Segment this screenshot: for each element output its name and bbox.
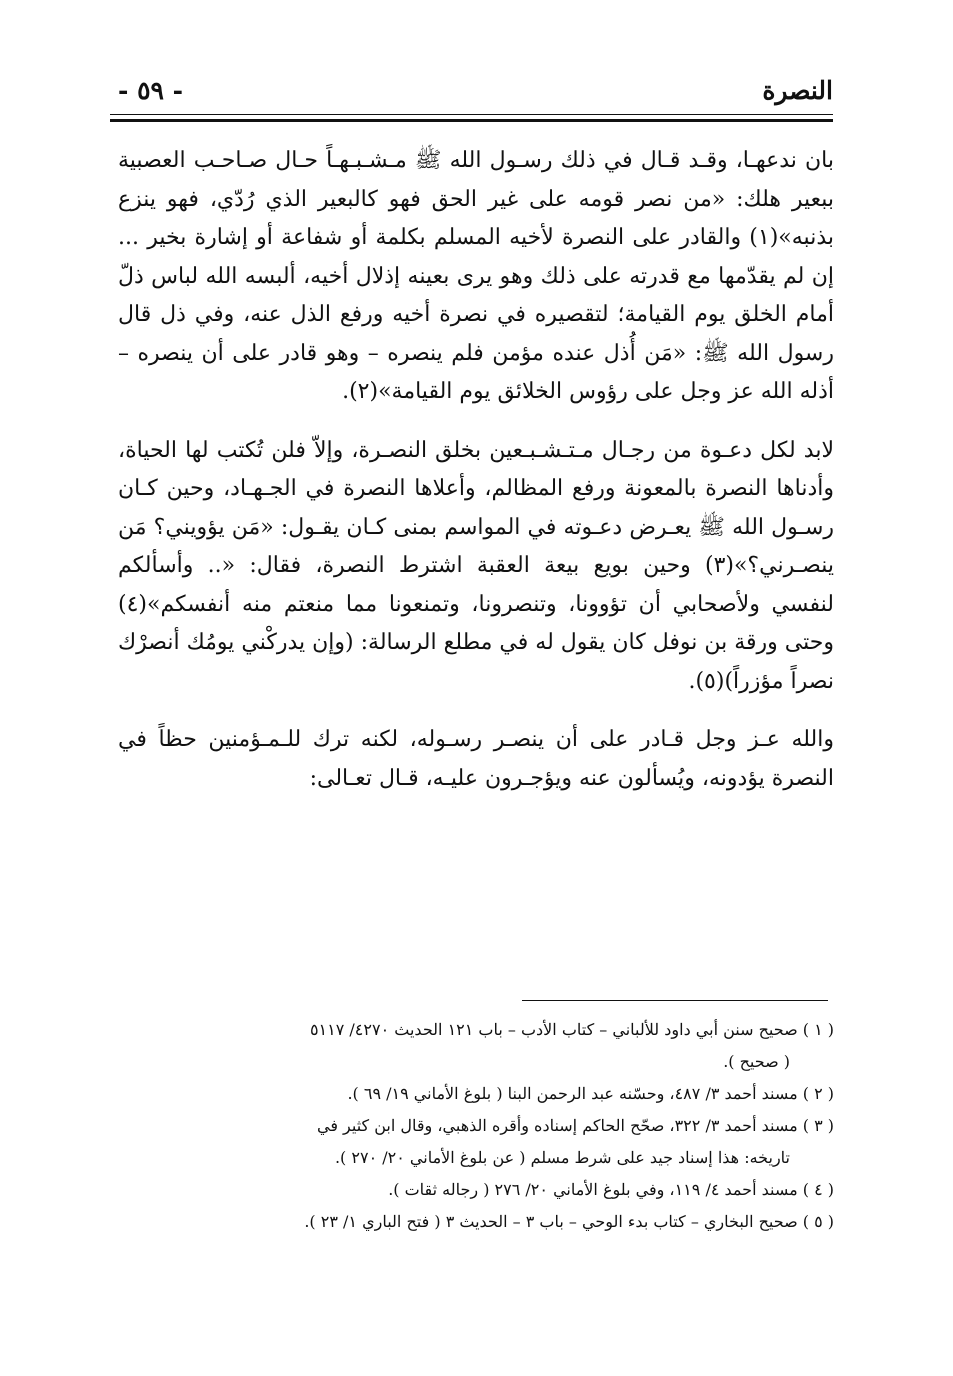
page-number: - ٥٩ - [118,76,184,105]
header-rule-thin [110,114,833,115]
paragraph-1: بان ندعهـا، وقـد قـال في ذلك رسـول الله ﷺ مـشـبـهـاً حـال صـاحـب العصبية ببعير هلك: «من نصر قومه على غير الحق فهو كالبعير الذي رُدّي، فهو ينزع بذنبه»(١) والقادر على النصرة لأخيه المسلم بكلمة أو شفاعة أو إشارة بخير ... إن لم يقدّمها مع قدرته على ذلك وهو يرى بعينه إذلال أخيه، ألبسه الله لباس ذلّ أمام الخلق يوم القيامة؛ لتقصيره في نصرة أخيه ورفع الذل عنه، وفي ذل قال رسول الله ﷺ: «مَن أُذل عنده مؤمن فلم ينصره – وهو قادر على أن ينصره – أذله الله عز وجل على رؤوس الخلائق يوم القيامة»(٢). [118,148,834,404]
footnote-2: ( ٢ ) مسند أحمد ٣/ ٤٨٧، وحسّنه عبد الرحمن البنا ( بلوغ الأماني ١٩/ ٦٩ ). [347,1084,834,1103]
paragraph-3: والله عـز وجل قـادر على أن ينصـر رسـوله، لكنه ترك للـمـؤمنين حظاً في النصرة يؤدونه، ويُسألون عنه ويؤجـرون عليـه، قـال تعـالى: [118,727,834,791]
footnote-5: ( ٥ ) صحيح البخاري – كتاب بدء الوحي – باب ٣ – الحديث ٣ ( فتح الباري ١/ ٢٣ ). [304,1212,834,1231]
footnote-separator [522,1000,828,1001]
footnote-3-continuation: تاريخه: هذا إسناد جيد على شرط مسلم ( عن بلوغ الأماني ٢٠/ ٢٧٠ ). [334,1148,790,1167]
footnote-3: ( ٣ ) مسند أحمد ٣/ ٣٢٢، صحّح الحاكم إسناده وأقره الذهبي، وقال ابن كثير في [316,1116,834,1135]
footnotes [118,1016,834,1240]
footnote-1: ( ١ ) صحيح سنن أبي داود للألباني – كتاب الأدب – باب ١٢١ الحديث ٤٢٧٠/ ٥١١٧ [309,1020,834,1039]
main-text [118,142,834,798]
page-header [110,62,833,120]
paragraph-2: لابد لكل دعـوة من رجـال مـتـشـبـعين بخلق النصـرة، وإلاّ فلن تُكتب لها الحياة، وأدناها النصرة بالمعونة ورفع المظالم، وأعلاها النصرة في الجـهـاد، وحين كـان رسـول الله ﷺ يعـرض دعـوته في المواسم بمنى كـان يقـول: «مَن يؤويني؟ مَن ينصـرني؟»(٣) وحين بويع بيعة العقبة اشترط النصرة، فقال: «.. وأسألكم لنفسي ولأصحابي أن تؤوونا، وتنصرونا، وتمنعونا مما منعتم منه أنفسكم»(٤) وحتى ورقة بن نوفل كان يقول له في مطلع الرسالة: (وإن يدركْني يومُك أنصرْك نصراً مؤزراً)(٥). [118,437,834,694]
footnote-1-continuation: ( صحيح ). [723,1052,790,1071]
footnote-4: ( ٤ ) مسند أحمد ٤/ ١١٩، وفي بلوغ الأماني ٢٠/ ٢٧٦ ( رجاله ثقات ). [388,1180,834,1199]
running-title: النصرة [762,76,833,105]
header-rule-thick [110,119,833,122]
